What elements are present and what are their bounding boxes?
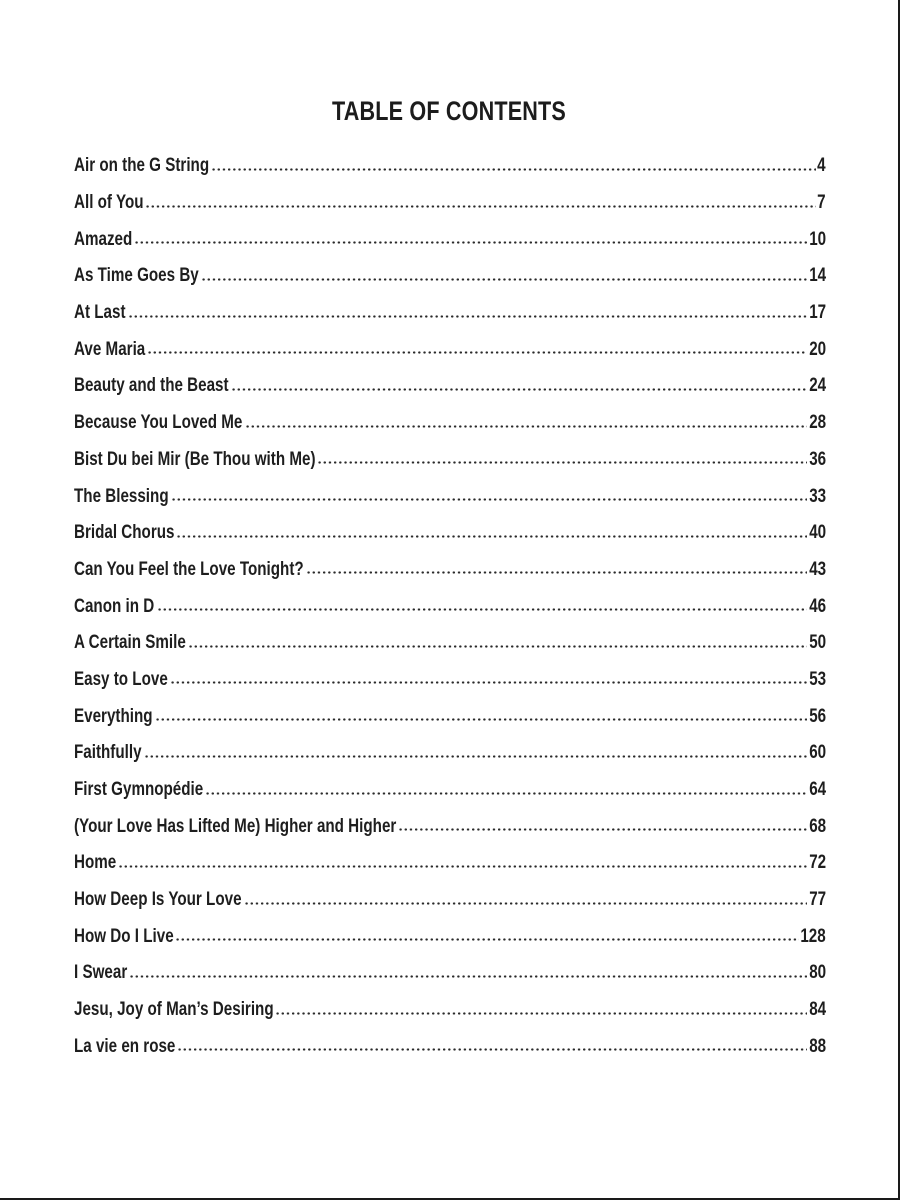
toc-entry-title: At Last	[74, 302, 126, 324]
dot-leader	[175, 938, 799, 941]
toc-entry-title: Easy to Love	[74, 668, 168, 690]
dot-leader	[317, 461, 807, 464]
toc-entry-title: Because You Loved Me	[74, 412, 243, 434]
dot-leader	[211, 168, 816, 171]
toc-entry-title: Home	[74, 852, 117, 874]
dot-leader	[157, 608, 807, 611]
toc-entry	[74, 221, 826, 258]
toc-entry	[74, 808, 826, 845]
toc-entry-page-number: 20	[809, 338, 826, 360]
toc-entry-title: Jesu, Joy of Man’s Desiring	[74, 999, 274, 1021]
toc-entry	[74, 515, 826, 552]
toc-entry-page-number: 7	[817, 192, 826, 214]
toc-entry	[74, 772, 826, 809]
toc-entry	[74, 148, 826, 185]
toc-entry	[74, 185, 826, 222]
dot-leader	[155, 718, 807, 721]
toc-entry-title: Canon in D	[74, 595, 155, 617]
dot-leader	[231, 388, 807, 391]
toc-entry-page-number: 64	[809, 779, 826, 801]
dot-leader	[275, 1012, 807, 1015]
dot-leader	[134, 241, 807, 244]
toc-entry-title: Ave Maria	[74, 338, 146, 360]
dot-leader	[145, 205, 816, 208]
dot-leader	[129, 975, 807, 978]
toc-entry	[74, 405, 826, 442]
dot-leader	[170, 681, 807, 684]
toc-entry-title: Beauty and the Beast	[74, 375, 229, 397]
toc-entry	[74, 882, 826, 919]
toc-entry-page-number: 53	[809, 668, 826, 690]
toc-entry-page-number: 10	[809, 228, 826, 250]
toc-entry	[74, 331, 826, 368]
toc-entry	[74, 295, 826, 332]
toc-entry-page-number: 14	[809, 265, 826, 287]
toc-entry	[74, 845, 826, 882]
toc-entry	[74, 552, 826, 589]
page-title: TABLE OF CONTENTS	[332, 96, 566, 126]
dot-leader	[188, 645, 807, 648]
toc-entry-title: Bridal Chorus	[74, 522, 175, 544]
toc-entry	[74, 625, 826, 662]
dot-leader	[147, 351, 807, 354]
dot-leader	[144, 755, 807, 758]
dot-leader	[245, 425, 807, 428]
toc-entry	[74, 1029, 826, 1066]
toc-entry	[74, 918, 826, 955]
toc-entry-page-number: 84	[809, 999, 826, 1021]
dot-leader	[398, 828, 807, 831]
toc-entry	[74, 955, 826, 992]
toc-entry-page-number: 88	[809, 1035, 826, 1057]
toc-entry-title: Air on the G String	[74, 155, 210, 177]
toc-entry-page-number: 46	[809, 595, 826, 617]
dot-leader	[171, 498, 807, 501]
toc-entry-page-number: 33	[809, 485, 826, 507]
toc-entry-page-number: 24	[809, 375, 826, 397]
toc-entry	[74, 735, 826, 772]
dot-leader	[177, 1048, 807, 1051]
toc-entry	[74, 368, 826, 405]
toc-entry-page-number: 77	[809, 889, 826, 911]
toc-entry-page-number: 43	[809, 558, 826, 580]
toc-entry-title: Bist Du bei Mir (Be Thou with Me)	[74, 448, 316, 470]
toc-entry-title: I Swear	[74, 962, 128, 984]
toc-entry-title: First Gymnopédie	[74, 779, 204, 801]
dot-leader	[306, 571, 807, 574]
dot-leader	[201, 278, 807, 281]
toc-list	[74, 148, 826, 1065]
toc-entry-page-number: 60	[809, 742, 826, 764]
toc-entry-title: The Blessing	[74, 485, 169, 507]
toc-entry-title: Amazed	[74, 228, 133, 250]
toc-entry	[74, 992, 826, 1029]
toc-entry-title: How Do I Live	[74, 925, 174, 947]
dot-leader	[176, 535, 807, 538]
toc-entry-page-number: 72	[809, 852, 826, 874]
toc-entry-title: All of You	[74, 192, 144, 214]
toc-entry	[74, 662, 826, 699]
toc-entry-title: Faithfully	[74, 742, 142, 764]
toc-entry-page-number: 50	[809, 632, 826, 654]
dot-leader	[205, 792, 807, 795]
toc-entry-page-number: 68	[809, 815, 826, 837]
toc-entry-title: Can You Feel the Love Tonight?	[74, 558, 304, 580]
toc-entry	[74, 258, 826, 295]
toc-entry	[74, 698, 826, 735]
toc-entry-page-number: 80	[809, 962, 826, 984]
toc-entry-title: As Time Goes By	[74, 265, 199, 287]
dot-leader	[128, 315, 807, 318]
toc-entry-page-number: 28	[809, 412, 826, 434]
toc-entry-title: A Certain Smile	[74, 632, 186, 654]
toc-entry-page-number: 36	[809, 448, 826, 470]
toc-entry	[74, 478, 826, 515]
toc-entry-title: La vie en rose	[74, 1035, 176, 1057]
dot-leader	[118, 865, 807, 868]
toc-entry	[74, 442, 826, 479]
toc-entry-title: Everything	[74, 705, 153, 727]
toc-entry-title: How Deep Is Your Love	[74, 889, 242, 911]
toc-entry-page-number: 40	[809, 522, 826, 544]
toc-entry-title: (Your Love Has Lifted Me) Higher and Higher	[74, 815, 397, 837]
toc-entry-page-number: 17	[809, 302, 826, 324]
toc-entry-page-number: 56	[809, 705, 826, 727]
toc-entry-page-number: 128	[800, 925, 826, 947]
dot-leader	[244, 902, 807, 905]
toc-entry	[74, 588, 826, 625]
toc-entry-page-number: 4	[817, 155, 826, 177]
